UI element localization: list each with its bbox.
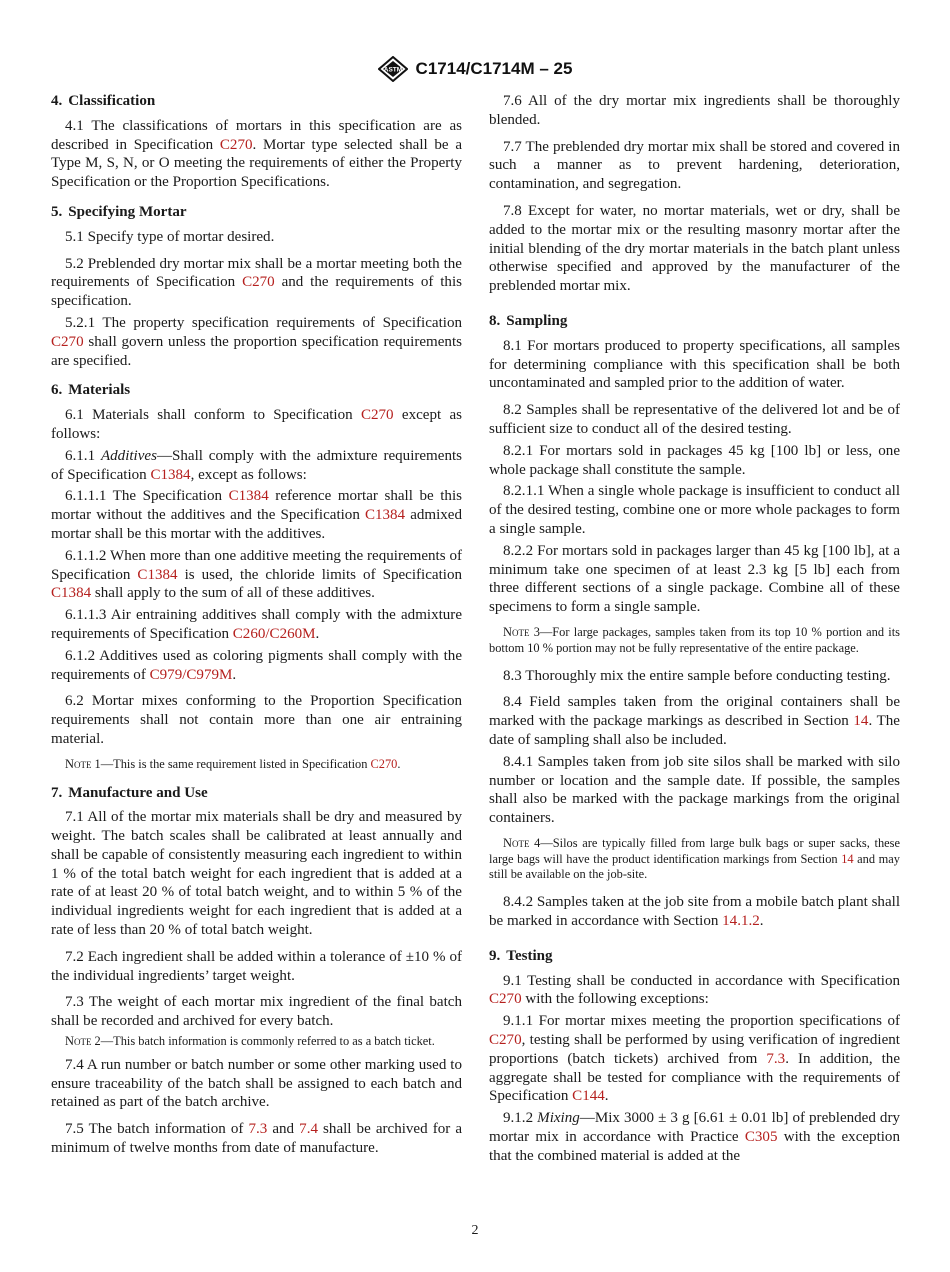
link-c270[interactable]: C270 [489, 1032, 522, 1049]
para-8-2-1: 8.2.1 For mortars sold in packages 45 kg [100 lb] or less, one whole package shall constitute the sample. [489, 442, 900, 478]
para-6-1-1-1: 6.1.1.1 The Specification C1384 reference mortar shall be this mortar without the additives and the Specification C1384 admixed mortar shall be this mortar with the additives. [51, 488, 462, 542]
para-7-2: 7.2 Each ingredient shall be added within a tolerance of ±10 % of the individual ingredients’ target weight. [51, 948, 462, 984]
para-7-8: 7.8 Except for water, no mortar materials, wet or dry, shall be added to the mortar mix or the resulting masonry mortar after the initial blending of the dry mortar materials in the batch plant unless otherwise specified and approved by the manufacturer of the preblended mortar mix. [489, 202, 900, 295]
link-c270[interactable]: C270 [219, 136, 253, 153]
link-c270[interactable]: C270 [370, 756, 398, 771]
para-9-1-2: 9.1.2 Mixing—Mix 3000 ± 3 g [6.61 ± 0.01 lb] of preblended dry mortar mix in accordance with Practice C305 with the exception that the combined material is added at the [489, 1110, 900, 1164]
para-8-2: 8.2 Samples shall be representative of the delivered lot and be of sufficient size to conduct all of the desired testing. [489, 402, 900, 437]
para-6-1-1-2: 6.1.1.2 When more than one additive meeting the requirements of Specification C1384 is used, the chloride limits of Specification C1384 shall apply to the sum of all of these additives. [51, 547, 462, 602]
para-6-1-1-3: 6.1.1.3 Air entraining additives shall comply with the admixture requirements of Specification C260/C260M. [51, 607, 462, 642]
link-c1384[interactable]: C1384 [150, 466, 191, 483]
link-c270[interactable]: C270 [360, 407, 394, 424]
left-column [51, 92, 462, 1161]
para-5-2-1: 5.2.1 The property specification requirements of Specification C270 shall govern unless the proportion specification requirements are specified. [51, 314, 462, 369]
para-7-5: 7.5 The batch information of 7.3 and 7.4 shall be archived for a minimum of twelve months from date of manufacture. [51, 1121, 463, 1157]
para-4-1: 4.1 The classifications of mortars in this specification are as described in Specification C270. Mortar type selected shall be a Type M, S, N, or O meeting the requirements of either the Property Specification or the Proportion Specifications. [51, 117, 462, 191]
section-5-heading: 5. Specifying Mortar [51, 203, 187, 220]
page-number: 2 [471, 1223, 479, 1238]
link-7-4[interactable]: 7.4 [299, 1121, 318, 1138]
para-9-1-1: 9.1.1 For mortar mixes meeting the proportion specifications of C270, testing shall be performed by using verification of ingredient proportions (batch tickets) archived from 7.3. In addition, the aggregate shall be tested for compliance with the requirements of Specification C144. [489, 1013, 900, 1105]
link-section-14-1-2[interactable]: 14.1.2 [722, 913, 760, 930]
link-c260[interactable]: C260/C260M [232, 625, 316, 642]
para-7-1: 7.1 All of the mortar mix materials shall be dry and measured by weight. The batch scales shall be calibrated at least annually and shall be capable of consistently measuring each ingredient to within 1 % of the total batch weight for each ingredient that is added at a rate of at least 20 % of total batch weight, and to within 5 % of the individual ingredients weight for each ingredient that is added at a rate of less than 20 % of total batch weight. [51, 809, 462, 939]
document-designation: C1714/C1714M – 25 [415, 59, 573, 78]
para-8-4-1: 8.4.1 Samples taken from job site silos shall be marked with silo number or location and the sample date. If possible, the samples shall also be marked with the package markings from the original containers. [489, 753, 900, 827]
right-column [489, 92, 900, 1169]
para-8-4: 8.4 Field samples taken from the original containers shall be marked with the package markings as described in Section 14. The date of sampling shall also be included. [489, 694, 900, 748]
section-7-heading: 7. Manufacture and Use [51, 784, 208, 801]
note-4: Note 4—Silos are typically filled from large bulk bags or super sacks, these large bags will have the product identification markings from Section 14 and may still be available on the job-site. [489, 835, 900, 882]
note-3: Note 3—For large packages, samples taken from its top 10 % portion and its bottom 10 % portion may not be fully representative of the entire package. [489, 624, 900, 655]
para-6-1: 6.1 Materials shall conform to Specification C270 except as follows: [51, 407, 462, 442]
link-c305[interactable]: C305 [744, 1129, 778, 1146]
section-8-heading: 8. Sampling [489, 312, 568, 329]
para-8-1: 8.1 For mortars produced to property specifications, all samples for determining compliance with this specification shall be both uncontaminated and sampled prior to the addition of water. [489, 337, 900, 392]
section-4-heading: 4. Classification [51, 93, 156, 109]
para-7-7: 7.7 The preblended dry mortar mix shall be stored and covered in such a manner as to prevent hardening, deterioration, contamination, and segregation. [489, 138, 900, 193]
link-section-14[interactable]: 14 [841, 851, 854, 866]
link-c979[interactable]: C979/C979M [149, 666, 233, 683]
para-7-4: 7.4 A run number or batch number or some other marking used to ensure traceability of the batch shall be assigned to each batch and retained as part of the batch archive. [51, 1056, 462, 1111]
link-section-14[interactable]: 14 [853, 713, 869, 730]
link-7-3[interactable]: 7.3 [766, 1050, 786, 1067]
page-header [0, 56, 950, 82]
link-c1384[interactable]: C1384 [51, 585, 92, 602]
para-7-6: 7.6 All of the dry mortar mix ingredients shall be thoroughly blended. [489, 93, 900, 128]
link-7-3[interactable]: 7.3 [248, 1121, 268, 1138]
para-8-4-2: 8.4.2 Samples taken at the job site from a mobile batch plant shall be marked in accordance with Section 14.1.2. [489, 894, 900, 930]
section-9-heading: 9. Testing [489, 947, 553, 964]
para-8-2-1-1: 8.2.1.1 When a single whole package is insufficient to conduct all of the desired testing, combine one or more whole packages to form a single sample. [489, 483, 900, 537]
link-c270[interactable]: C270 [51, 333, 84, 350]
para-8-2-2: 8.2.2 For mortars sold in packages larger than 45 kg [100 lb], at a minimum take one specimen of at least 2.3 kg [5 lb] each from three different sections of a single package. Combine all of these specimens to form a single sample. [489, 542, 900, 616]
link-c1384[interactable]: C1384 [228, 488, 269, 505]
link-c1384[interactable]: C1384 [364, 507, 406, 524]
para-8-3: 8.3 Thoroughly mix the entire sample before conducting testing. [503, 667, 891, 684]
section-6-heading: 6. Materials [51, 382, 131, 399]
para-6-2: 6.2 Mortar mixes conforming to the Proportion Specification requirements shall not contain more than one air entraining material. [51, 693, 462, 747]
para-5-1: 5.1 Specify type of mortar desired. [65, 228, 275, 245]
link-c270[interactable]: C270 [489, 991, 522, 1008]
para-7-3: 7.3 The weight of each mortar mix ingredient of the final batch shall be recorded and archived for every batch. [51, 994, 462, 1030]
astm-logo-icon [378, 56, 408, 82]
link-c144[interactable]: C144 [572, 1088, 605, 1105]
para-9-1: 9.1 Testing shall be conducted in accordance with Specification C270 with the following exceptions: [489, 972, 900, 1008]
note-1: Note 1—This is the same requirement listed in Specification C270. [65, 756, 401, 771]
para-6-1-1: 6.1.1 Additives—Shall comply with the admixture requirements of Specification C1384, except as follows: [51, 447, 463, 483]
para-5-2: 5.2 Preblended dry mortar mix shall be a mortar meeting both the requirements of Specification C270 and the requirements of this specification. [51, 255, 462, 310]
link-c1384[interactable]: C1384 [137, 566, 178, 583]
link-c270[interactable]: C270 [242, 274, 275, 291]
note-2: Note 2—This batch information is commonly referred to as a batch ticket. [65, 1034, 435, 1049]
logo-text: ASTM [383, 66, 402, 74]
para-6-1-2: 6.1.2 Additives used as coloring pigments shall comply with the requirements of C979/C979M. [51, 647, 462, 683]
